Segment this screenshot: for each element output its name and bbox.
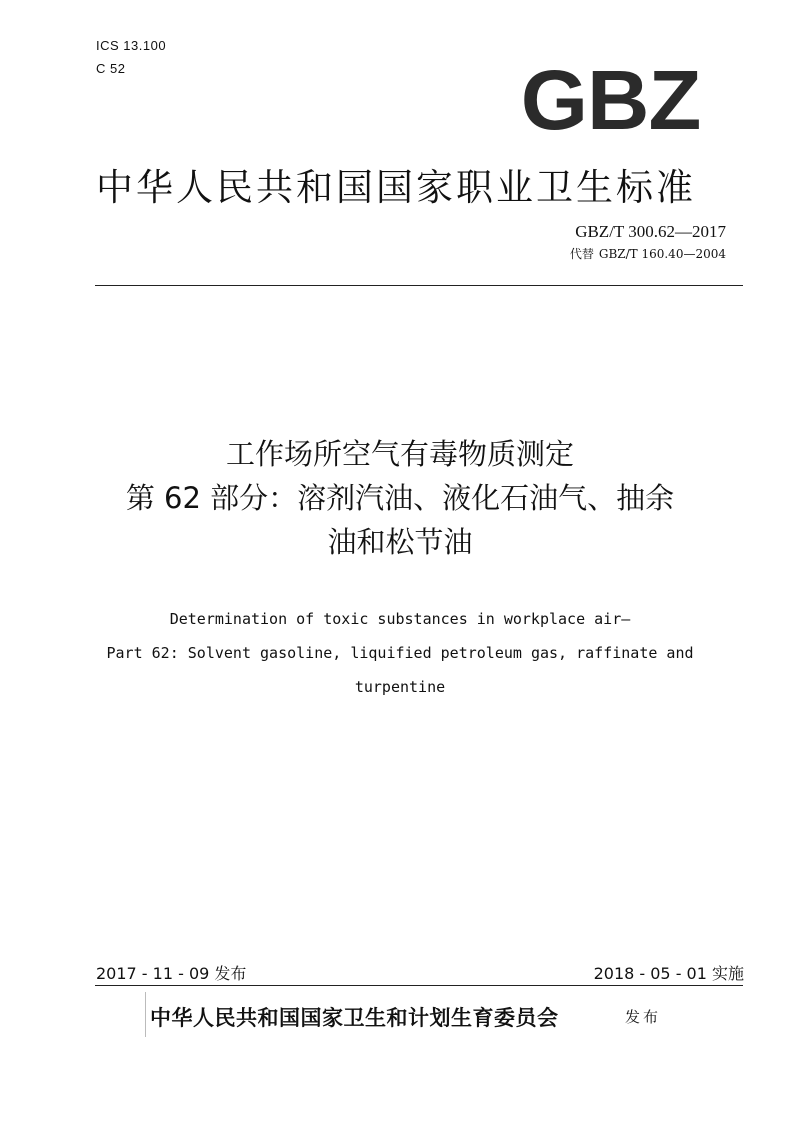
- standard-category-title: 中华人民共和国国家职业卫生标准: [96, 166, 696, 209]
- english-title-line-3: turpentine: [354, 678, 446, 696]
- replaces-line: [570, 245, 726, 262]
- gbz-logo: GBZ: [520, 53, 700, 147]
- issuing-authority: 中华人民共和国国家卫生和计划生育委员会: [150, 1005, 559, 1030]
- issue-date: 2017 - 11 - 09 发布: [96, 964, 247, 983]
- english-title-line-1: Determination of toxic substances in workplace air—: [169, 610, 631, 628]
- chinese-title-line-1: 工作场所空气有毒物质测定: [225, 437, 574, 471]
- replaces-label: 代替: [569, 247, 594, 261]
- replaces-number: GBZ/T 160.40—2004: [598, 247, 726, 261]
- english-title: [70, 602, 730, 704]
- publish-label: 发布: [625, 1008, 662, 1026]
- implementation-date: 2018 - 05 - 01 实施: [593, 964, 744, 983]
- top-divider: [95, 285, 743, 286]
- standard-number: GBZ/T 300.62—2017: [575, 222, 726, 241]
- chinese-title: [60, 432, 740, 564]
- ics-code: ICS 13.100: [96, 38, 167, 53]
- bottom-divider: [95, 985, 743, 986]
- ccs-code: C 52: [96, 61, 126, 76]
- chinese-title-line-2: 第 62 部分：溶剂汽油、液化石油气、抽余: [125, 481, 675, 515]
- issuer-side-rule: [145, 992, 146, 1037]
- english-title-line-2: Part 62: Solvent gasoline, liquified petroleum gas, raffinate and: [106, 644, 694, 662]
- chinese-title-line-3: 油和松节油: [327, 525, 473, 559]
